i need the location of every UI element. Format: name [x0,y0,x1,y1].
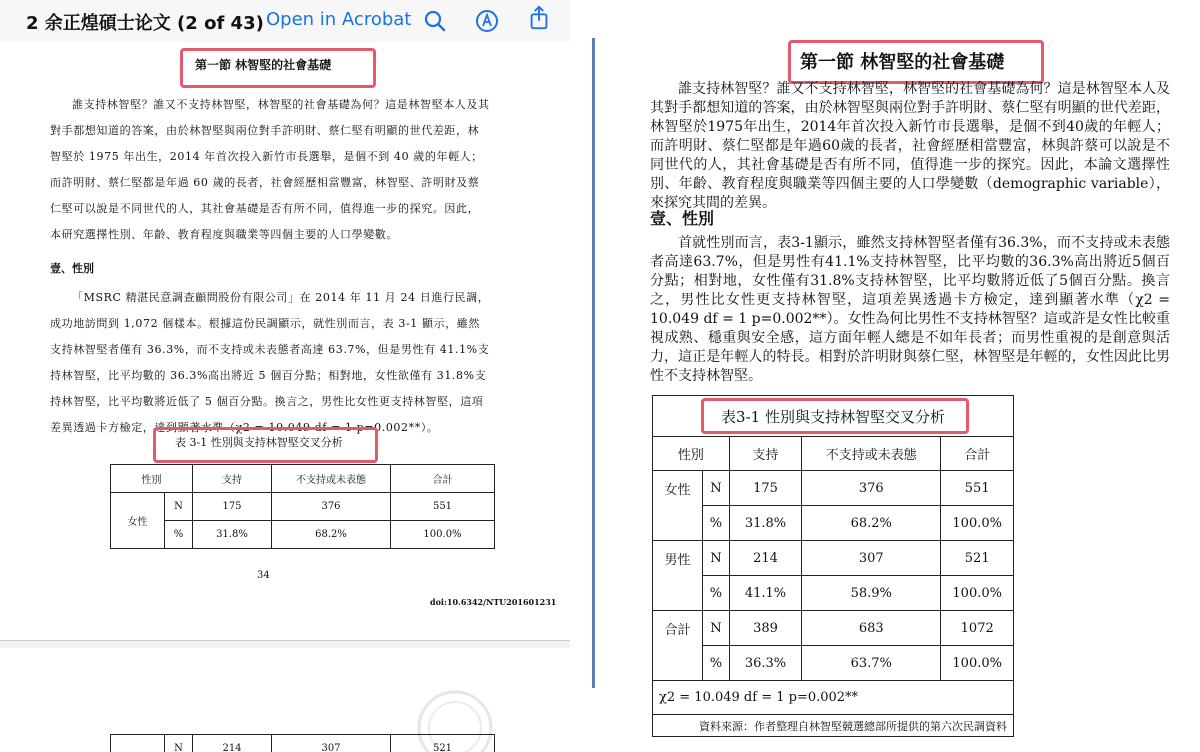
gender-paragraph: 「MSRC 精湛民意調查顧問股份有限公司」在 2014 年 11 月 24 日進行民調，成功地訪問到 1,072 個樣本。根據這份民調顯示，就性別而言，表 3-1 顯示，雖然支持林智堅者僅有 36.3%，而不支持或未表態者高達 63.7%，但是男性有 41.1%支持林智堅，比平均數的 36.3%高出將近 5 個百分點；相對地，女性欲僅有 31.8%支持林智堅，比平均數將近低了 5 個百分點。換言之，男性比女性更支持林智堅，這項差異透過卡方檢定，達到顯著水準（χ2 = 10.049 df = 1 p=0.002**）。 [50,291,490,434]
table-source-row: 資料來源：作者整理自林智堅競選總部所提供的第六次民調資料 [653,715,1014,737]
table-row: % 31.8% 68.2% 100.0% [653,506,1014,541]
document-title: 2 余正煌碩士论文 (2 of 43) [26,13,264,34]
table-stat-row: χ2 = 10.049 df = 1 p=0.002** [653,681,1014,715]
table-row: % 31.8% 68.2% 100.0% [111,521,495,549]
table-row: 女性 N 175 376 551 [653,471,1014,506]
section-title: 第一節 林智堅的社會基礎 [800,52,1005,73]
intro-paragraph: 誰支持林智堅？誰又不支持林智堅，林智堅的社會基礎為何？這是林智堅本人及其對手都想知道的答案，由於林智堅與兩位對手許明財、蔡仁堅有明顯的世代差距，林智堅於 1975 年出生，2014 年首次投入新竹市長選舉，是個不到 40 歲的年輕人；而許明財、蔡仁堅都是年過 60 歲的長者，社會經歷相當豐富，林智堅、許明財及蔡仁堅可以說是不同世代的人，其社會基礎是否有所不同，值得進一步的探究。因此，本研究選擇性別、年齡、教育程度與職業等四個主要的人口學變數。 [50,98,490,241]
pdf-page [0,42,570,641]
intro-paragraph: 誰支持林智堅？誰又不支持林智堅，林智堅的社會基礎為何？這是林智堅本人及其對手都想知道的答案，由於林智堅與兩位對手許明財、蔡仁堅有明顯的世代差距，林智堅於1975年出生，2014年首次投入新竹市長選舉，是個不到40歲的年輕人；而許明財、蔡仁堅都是年過60歲的長者，社會經歷相當豐富，林與許蔡可以說是不同世代的人，其社會基礎是否有所不同，值得進一步的探究。因此，本論文選擇性別、年齡、教育程度與職業等四個主要的人口學變數（demographic variable），來探究其間的差異。 [650,81,1170,211]
table-title: 表3-1 性別與支持林智堅交叉分析 [721,407,945,426]
table-header-row: 性別 支持 不支持或未表態 合計 [653,437,1014,471]
table-row: 合計 N 389 683 1072 [653,611,1014,646]
table-row: 男性 N 214 307 521 [653,541,1014,576]
doi: doi:10.6342/NTU201601231 [430,597,557,607]
gender-table [110,464,495,549]
page-number: 34 [257,570,270,581]
section-title: 第一節 林智堅的社會基礎 [195,58,332,72]
search-icon[interactable] [422,8,448,34]
table-row: % 41.1% 58.9% 100.0% [653,576,1014,611]
open-in-acrobat-link[interactable]: Open in Acrobat [266,9,412,30]
table-row: % 36.3% 63.7% 100.0% [653,646,1014,681]
table-row: N 214 307 521 [111,735,495,752]
divider-line [592,38,595,688]
transcribed-page [605,0,1200,752]
subhead-gender: 壹、性別 [50,262,94,275]
gender-table-continued [110,734,495,752]
subhead-gender: 壹、性別 [650,209,715,228]
viewer-toolbar [0,0,570,43]
gender-table [652,395,1014,737]
table-title: 表 3-1 性別與支持林智堅交叉分析 [175,436,343,449]
share-icon[interactable] [526,5,552,31]
gender-paragraph: 首就性別而言，表3-1顯示，雖然支持林智堅者僅有36.3%，而不支持或未表態者高達63.7%，但是男性有41.1%支持林智堅，比平均數的36.3%高出將近5個百分點；相對地，女性僅有31.8%支持林智堅，比平均數將近低了5個百分點。換言之，男性比女性更支持林智堅，這項差異透過卡方檢定，達到顯著水準（χ2 = 10.049 df = 1 p=0.002**）。女性為何比男性不支持林智堅？這或許是女性比較重視成熟、穩重與安全感，這方面年輕人總是不如年長者；而男性重視的是創意與活力，這正是年輕人的特長。相對於許明財與蔡仁堅，林智堅是年輕的，女性因此比男性不支持林智堅。 [650,235,1170,384]
table-header-row: 性別 支持 不支持或未表態 合計 [111,465,495,493]
markup-pen-icon[interactable] [474,8,500,34]
pdf-viewer [0,0,570,752]
pdf-page-next [0,648,570,752]
table-row: 女性 N 175 376 551 [111,493,495,521]
